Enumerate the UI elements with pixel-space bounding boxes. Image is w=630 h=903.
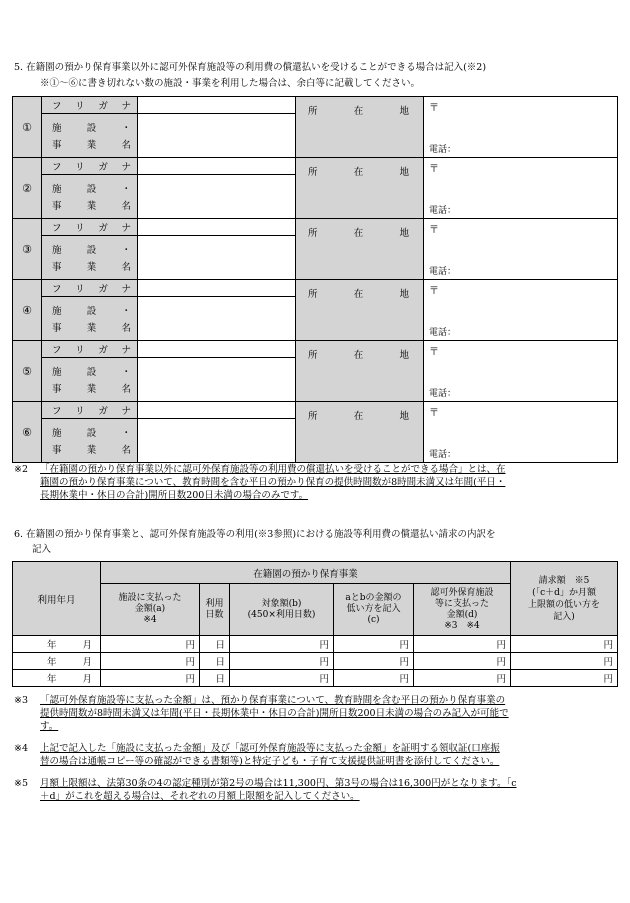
target-amount-field[interactable]: 円 — [230, 636, 334, 653]
address-field[interactable] — [424, 341, 618, 402]
note3-line2: 提供時間数が8時間未満又は年間(平日・長期休業中・休日の合計)開所日数200日未満の場合のみ記入が可能で — [40, 708, 509, 719]
note5-line2: ＋d」がこれを超える場合は、それぞれの月額上限額を記入してください。 — [40, 791, 360, 802]
address-field[interactable] — [424, 158, 618, 219]
target-amount-field[interactable]: 円 — [230, 653, 334, 670]
address-label: 所 在 地 — [296, 97, 424, 158]
col-paid-unlicensed: 認可外保育施設 等に支払った 金額(d) ※3 ※4 — [414, 584, 511, 636]
address-field[interactable] — [424, 219, 618, 280]
col-usage-days: 利用 日数 — [200, 584, 230, 636]
col-claim-amount: 請求額 ※5 (「c＋d」か月額 上限額の低い方を 記入) — [511, 562, 618, 636]
phone-label: 電話： — [429, 450, 457, 460]
facility-row-number: ⑤ — [13, 341, 42, 402]
address-field[interactable] — [424, 402, 618, 463]
paid-unlicensed-field[interactable]: 円 — [414, 653, 511, 670]
furigana-field[interactable] — [138, 158, 296, 175]
furigana-label: フ リ ガ ナ — [42, 219, 138, 236]
claim-amount-field[interactable]: 円 — [511, 653, 618, 670]
facility-name-field[interactable] — [138, 175, 296, 219]
furigana-label: フ リ ガ ナ — [42, 158, 138, 175]
claim-amount-field[interactable]: 円 — [511, 670, 618, 687]
facility-name-label: 施 設 ・ 事 業 名 — [42, 419, 138, 463]
furigana-field[interactable] — [138, 219, 296, 236]
note5-line1: 月額上限額は、法第30条の4の認定種別が第2号の場合は11,300円、第3号の場合は16,300円がとなります。「c — [40, 778, 517, 789]
facility-name-label: 施 設 ・ 事 業 名 — [42, 358, 138, 402]
postal-mark: 〒 — [429, 347, 439, 358]
col-lower-amount: aとbの金額の 低い方を記入 (c) — [334, 584, 414, 636]
section5-subtitle: ※①～⑥に書き切れない数の施設・事業を利用した場合は、余白等に記載してください。 — [40, 78, 421, 89]
phone-label: 電話： — [429, 328, 457, 338]
col-target-amount: 対象額(b) (450×利用日数) — [230, 584, 334, 636]
usage-month-field[interactable]: 年 月 — [13, 636, 101, 653]
address-field[interactable] — [424, 97, 618, 158]
facility-name-field[interactable] — [138, 114, 296, 158]
facility-row-number: ② — [13, 158, 42, 219]
phone-label: 電話： — [429, 389, 457, 399]
postal-mark: 〒 — [429, 103, 439, 114]
furigana-field[interactable] — [138, 402, 296, 419]
note4-line2: 替の場合は通帳コピー等の確認ができる書類等)と特定子ども・子育て支援提供証明書を添付してください。 — [40, 756, 500, 767]
facility-name-label: 施 設 ・ 事 業 名 — [42, 175, 138, 219]
paid-facility-field[interactable]: 円 — [101, 653, 200, 670]
postal-mark: 〒 — [429, 408, 439, 419]
facility-row-number: ① — [13, 97, 42, 158]
section5-title: 5. 在籍園の預かり保育事業以外に認可外保育施設等の利用費の償還払いを受けることができる場合は記入(※2) — [14, 62, 487, 73]
col-group-kindergarten: 在籍園の預かり保育事業 — [101, 562, 511, 584]
paid-facility-field[interactable]: 円 — [101, 636, 200, 653]
note2-line2: 籍園の預かり保育事業について、教育時間を含む平日の預かり保育の提供時間数が8時間未満又は年間(平日・ — [40, 477, 506, 488]
furigana-label: フ リ ガ ナ — [42, 402, 138, 419]
claim-table — [12, 561, 618, 687]
col-paid-facility: 施設に支払った 金額(a) ※4 — [101, 584, 200, 636]
note2-line3: 長期休業中・休日の合計)開所日数200日未満の場合のみです。 — [40, 490, 309, 501]
facility-name-field[interactable] — [138, 419, 296, 463]
furigana-field[interactable] — [138, 280, 296, 297]
address-label: 所 在 地 — [296, 219, 424, 280]
usage-days-field[interactable]: 日 — [200, 653, 230, 670]
paid-facility-field[interactable]: 円 — [101, 670, 200, 687]
furigana-label: フ リ ガ ナ — [42, 97, 138, 114]
address-label: 所 在 地 — [296, 402, 424, 463]
phone-label: 電話： — [429, 145, 457, 155]
postal-mark: 〒 — [429, 286, 439, 297]
facility-name-field[interactable] — [138, 358, 296, 402]
paid-unlicensed-field[interactable]: 円 — [414, 670, 511, 687]
phone-label: 電話： — [429, 206, 457, 216]
claim-row — [13, 653, 618, 670]
note4-mark: ※4 — [14, 743, 29, 754]
lower-amount-field[interactable]: 円 — [334, 636, 414, 653]
facility-name-label: 施 設 ・ 事 業 名 — [42, 297, 138, 341]
note3-mark: ※3 — [14, 695, 29, 706]
facility-name-label: 施 設 ・ 事 業 名 — [42, 236, 138, 280]
note2-mark: ※2 — [14, 464, 29, 475]
claim-row — [13, 636, 618, 653]
target-amount-field[interactable]: 円 — [230, 670, 334, 687]
paid-unlicensed-field[interactable]: 円 — [414, 636, 511, 653]
usage-month-field[interactable]: 年 月 — [13, 653, 101, 670]
address-field[interactable] — [424, 280, 618, 341]
postal-mark: 〒 — [429, 225, 439, 236]
facility-name-field[interactable] — [138, 297, 296, 341]
col-usage-month: 利用年月 — [13, 562, 101, 636]
facility-row-number: ④ — [13, 280, 42, 341]
note3-line3: す。 — [40, 721, 59, 732]
address-label: 所 在 地 — [296, 341, 424, 402]
lower-amount-field[interactable]: 円 — [334, 670, 414, 687]
postal-mark: 〒 — [429, 164, 439, 175]
furigana-field[interactable] — [138, 341, 296, 358]
note4-line1: 上記で記入した「施設に支払った金額」及び「認可外保育施設等に支払った金額」を証明する領収証(口座振 — [40, 743, 500, 754]
lower-amount-field[interactable]: 円 — [334, 653, 414, 670]
claim-row — [13, 670, 618, 687]
phone-label: 電話： — [429, 267, 457, 277]
claim-amount-field[interactable]: 円 — [511, 636, 618, 653]
furigana-field[interactable] — [138, 97, 296, 114]
facility-name-field[interactable] — [138, 236, 296, 280]
usage-month-field[interactable]: 年 月 — [13, 670, 101, 687]
furigana-label: フ リ ガ ナ — [42, 341, 138, 358]
furigana-label: フ リ ガ ナ — [42, 280, 138, 297]
address-label: 所 在 地 — [296, 158, 424, 219]
address-label: 所 在 地 — [296, 280, 424, 341]
note2-line1: 「在籍園の預かり保育事業以外に認可外保育施設等の利用費の償還払いを受けることができる場合」とは、在 — [40, 464, 506, 475]
section6-title: 6. 在籍園の預かり保育事業と、認可外保育施設等の利用(※3参照)における施設等利用費の償還払い請求の内訳を — [14, 529, 496, 540]
facility-row-number: ⑥ — [13, 402, 42, 463]
facility-table — [12, 96, 618, 463]
note3-line1: 「認可外保育施設等に支払った金額」は、預かり保育事業について、教育時間を含む平日の預かり保育事業の — [40, 695, 506, 706]
usage-days-field[interactable]: 日 — [200, 636, 230, 653]
facility-name-label: 施 設 ・ 事 業 名 — [42, 114, 138, 158]
facility-row-number: ③ — [13, 219, 42, 280]
note5-mark: ※5 — [14, 778, 29, 789]
section6-title-cont: 記入 — [32, 544, 52, 555]
usage-days-field[interactable]: 日 — [200, 670, 230, 687]
